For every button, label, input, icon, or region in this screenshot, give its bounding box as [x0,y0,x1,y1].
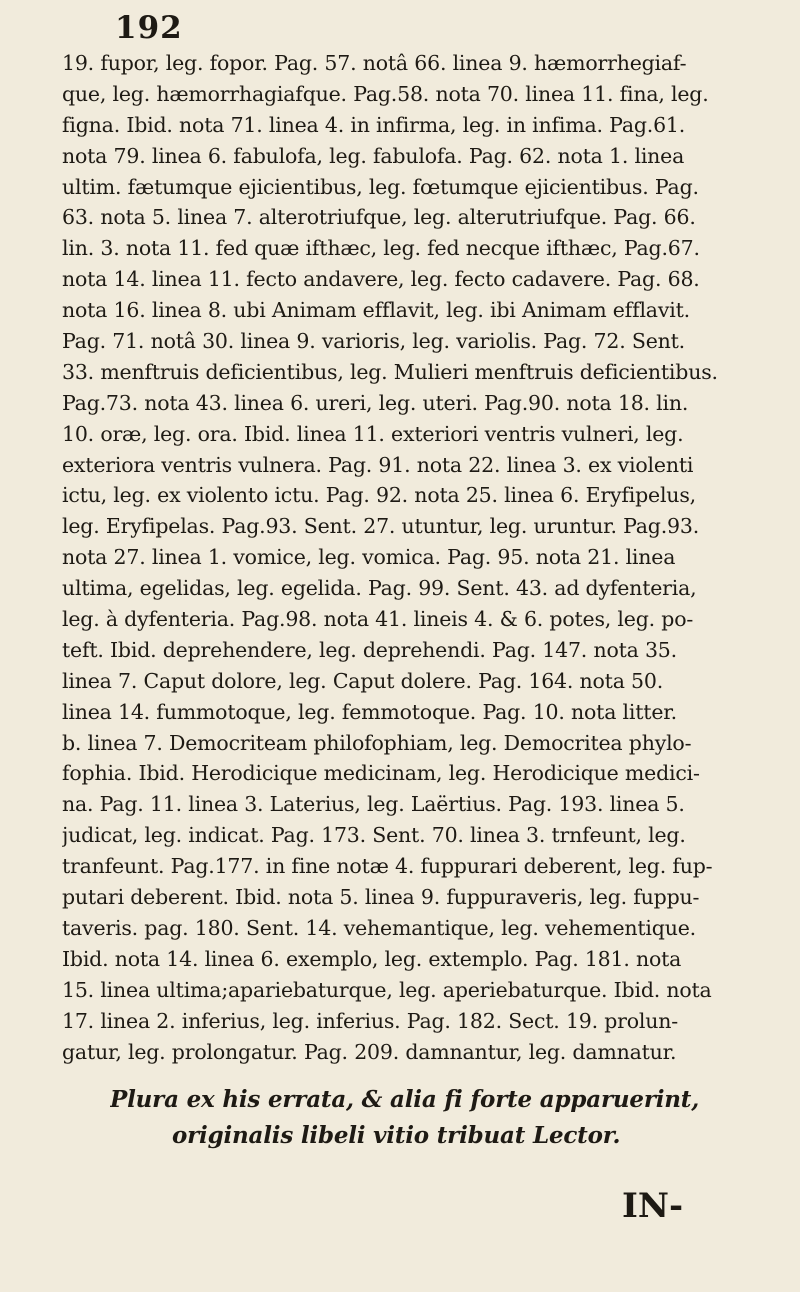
errata-line: 15. linea ultima;apariebaturque, leg. aperiebaturque. Ibid. nota [62,977,712,1002]
errata-line: 33. menftruis deficientibus, leg. Mulieri menftruis deficientibus. [62,359,718,384]
errata-line: linea 7. Caput dolore, leg. Caput dolere. Pag. 164. nota 50. [62,668,664,693]
page-number: 192 [115,10,183,46]
errata-line: linea 14. fummotoque, leg. femmotoque. Pag. 10. nota litter. [62,699,677,724]
errata-line: judicat, leg. indicat. Pag. 173. Sent. 70. linea 3. trnfeunt, leg. [62,823,686,848]
errata-line: Pag. 71. notâ 30. linea 9. varioris, leg. variolis. Pag. 72. Sent. [62,329,685,354]
errata-line: que, leg. hæmorrhagiafque. Pag.58. nota 70. linea 11. fina, leg. [62,81,709,106]
errata-line: nota 27. linea 1. vomice, leg. vomica. Pag. 95. nota 21. linea [62,545,676,570]
errata-line: putari deberent. Ibid. nota 5. linea 9. fuppuraveris, leg. fuppu- [62,885,700,910]
catchword: IN- [622,1186,684,1226]
errata-line: 19. fupor, leg. fopor. Pag. 57. notâ 66. linea 9. hæmorrhegiaf- [62,51,687,75]
errata-line: 10. oræ, leg. ora. Ibid. linea 11. exteriori ventris vulneri, leg. [62,421,684,446]
errata-line: Ibid. nota 14. linea 6. exemplo, leg. extemplo. Pag. 181. nota [62,946,682,971]
closing-line: Plura ex his errata, & alia fi forte apparuerint, [110,1086,700,1113]
errata-line: exteriora ventris vulnera. Pag. 91. nota 22. linea 3. ex violenti [62,452,694,477]
errata-line: ultima, egelidas, leg. egelida. Pag. 99. Sent. 43. ad dyfenteria, [62,576,697,601]
errata-line: gatur, leg. prolongatur. Pag. 209. damnantur, leg. damnatur. [62,1039,677,1064]
errata-line: 17. linea 2. inferius, leg. inferius. Pag. 182. Sect. 19. prolun- [62,1008,679,1033]
errata-line: nota 14. linea 11. fecto andavere, leg. fecto cadavere. Pag. 68. [62,267,700,292]
errata-line: 63. nota 5. linea 7. alterotriufque, leg. alterutriufque. Pag. 66. [62,205,696,230]
errata-line: fophia. Ibid. Herodicique medicinam, leg. Herodicique medici- [62,761,700,786]
errata-line: leg. Eryfipelas. Pag.93. Sent. 27. utuntur, leg. uruntur. Pag.93. [62,514,700,539]
errata-text [62,48,762,1067]
errata-line: figna. Ibid. nota 71. linea 4. in infirma, leg. in infima. Pag.61. [62,112,686,137]
errata-line: lin. 3. nota 11. fed quæ ifthæc, leg. fed necque ifthæc, Pag.67. [62,236,700,261]
closing-line: originalis libeli vitio tribuat Lector. [172,1122,621,1149]
closing-note [110,1082,750,1154]
errata-line: nota 16. linea 8. ubi Animam efflavit, leg. ibi Animam efflavit. [62,298,690,323]
errata-line: ictu, leg. ex violento ictu. Pag. 92. nota 25. linea 6. Eryfipelus, [62,483,696,508]
errata-line: tranfeunt. Pag.177. in fine notæ 4. fuppurari deberent, leg. fup- [62,854,713,879]
errata-line: na. Pag. 11. linea 3. Laterius, leg. Laërtius. Pag. 193. linea 5. [62,792,685,817]
errata-line: taveris. pag. 180. Sent. 14. vehemantique, leg. vehementique. [62,915,696,940]
errata-line: b. linea 7. Democriteam philofophiam, leg. Democritea phylo- [62,730,692,755]
errata-line: ultim. fætumque ejicientibus, leg. fœtumque ejicientibus. Pag. [62,174,699,199]
errata-line: nota 79. linea 6. fabulofa, leg. fabulofa. Pag. 62. nota 1. linea [62,143,685,168]
errata-line: leg. à dyfenteria. Pag.98. nota 41. lineis 4. & 6. potes, leg. po- [62,607,694,632]
errata-line: Pag.73. nota 43. linea 6. ureri, leg. uteri. Pag.90. nota 18. lin. [62,390,689,415]
errata-line: teft. Ibid. deprehendere, leg. deprehendi. Pag. 147. nota 35. [62,637,677,662]
